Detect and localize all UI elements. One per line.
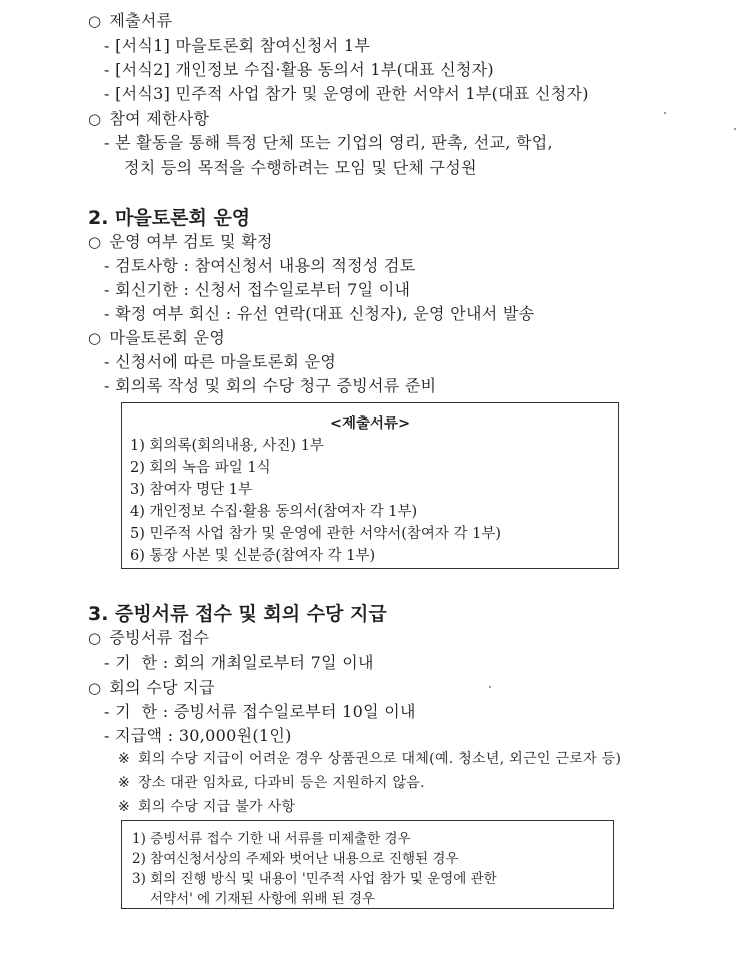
non-payment-box [121, 820, 614, 909]
scan-speck [734, 128, 736, 130]
submission-box-item: 6) 통장 사본 및 신분증(참여자 각 1부) [130, 548, 376, 564]
circle-bullet-icon: ○ [88, 679, 102, 697]
review-item: - 검토사항 : 참여신청서 내용의 적정성 검토 [104, 256, 416, 275]
reference-mark-icon: ※ [118, 751, 131, 767]
reference-mark-icon: ※ [118, 799, 131, 815]
document-item: - [서식2] 개인정보 수집·활용 동의서 1부(대표 신청자) [104, 60, 494, 79]
note-item: ※ 장소 대관 임차료, 다과비 등은 지원하지 않음. [118, 775, 425, 791]
submission-box-item: 5) 민주적 사업 참가 및 운영에 관한 서약서(참여자 각 1부) [130, 526, 502, 542]
non-payment-item: 1) 증빙서류 접수 기한 내 서류를 미제출한 경우 [132, 831, 411, 847]
operation-item: - 회의록 작성 및 회의 수당 청구 증빙서류 준비 [104, 376, 437, 395]
section-3-title: 3. 증빙서류 접수 및 회의 수당 지급 [88, 603, 387, 625]
submission-box-title: <제출서류> [329, 416, 411, 432]
document-item: - [서식1] 마을토론회 참여신청서 1부 [104, 36, 371, 55]
operation-heading: ○ 마을토론회 운영 [88, 328, 226, 347]
submission-box-item: 4) 개인정보 수집·활용 동의서(참여자 각 1부) [130, 504, 418, 520]
circle-bullet-icon: ○ [88, 233, 102, 251]
documents-heading: ○ 제출서류 [88, 11, 173, 30]
reference-mark-icon: ※ [118, 775, 131, 791]
note-item: ※ 회의 수당 지급이 어려운 경우 상품권으로 대체(예. 청소년, 외근인 근로자 등) [118, 751, 622, 767]
submission-box-item: 3) 참여자 명단 1부 [130, 482, 252, 498]
circle-bullet-icon: ○ [88, 12, 102, 30]
review-heading: ○ 운영 여부 검토 및 확정 [88, 232, 273, 251]
section-2-title: 2. 마을토론회 운영 [88, 207, 251, 229]
restriction-heading: ○ 참여 제한사항 [88, 109, 210, 128]
scan-speck [664, 112, 666, 114]
submission-box-item: 2) 회의 녹음 파일 1식 [130, 460, 271, 476]
document-item: - [서식3] 민주적 사업 참가 및 운영에 관한 서약서 1부(대표 신청자) [104, 84, 589, 103]
circle-bullet-icon: ○ [88, 329, 102, 347]
submission-box-item: 1) 회의록(회의내용, 사진) 1부 [130, 438, 324, 454]
circle-bullet-icon: ○ [88, 629, 102, 647]
non-payment-item: 2) 참여신청서상의 주제와 벗어난 내용으로 진행된 경우 [132, 851, 459, 867]
review-item: - 회신기한 : 신청서 접수일로부터 7일 이내 [104, 280, 411, 299]
non-payment-item: 3) 회의 진행 방식 및 내용이 '민주적 사업 참가 및 운영에 관한 [132, 871, 497, 887]
payment-item: - 기 한 : 증빙서류 접수일로부터 10일 이내 [104, 702, 416, 721]
circle-bullet-icon: ○ [88, 110, 102, 128]
payment-heading: ○ 회의 수당 지급 [88, 678, 215, 697]
submission-documents-box [121, 402, 619, 569]
review-item: - 확정 여부 회신 : 유선 연락(대표 신청자), 운영 안내서 발송 [104, 304, 535, 323]
restriction-line: 정치 등의 목적을 수행하려는 모임 및 단체 구성원 [124, 158, 477, 177]
receipt-heading: ○ 증빙서류 접수 [88, 628, 210, 647]
non-payment-item: 서약서' 에 기재된 사항에 위배 된 경우 [150, 891, 376, 907]
operation-item: - 신청서에 따른 마을토론회 운영 [104, 352, 337, 371]
scan-speck [489, 686, 491, 688]
note-item: ※ 회의 수당 지급 불가 사항 [118, 799, 296, 815]
receipt-item: - 기 한 : 회의 개최일로부터 7일 이내 [104, 653, 374, 672]
restriction-line: - 본 활동을 통해 특정 단체 또는 기업의 영리, 판촉, 선교, 학업, [104, 133, 553, 152]
payment-item: - 지급액 : 30,000원(1인) [104, 726, 292, 745]
